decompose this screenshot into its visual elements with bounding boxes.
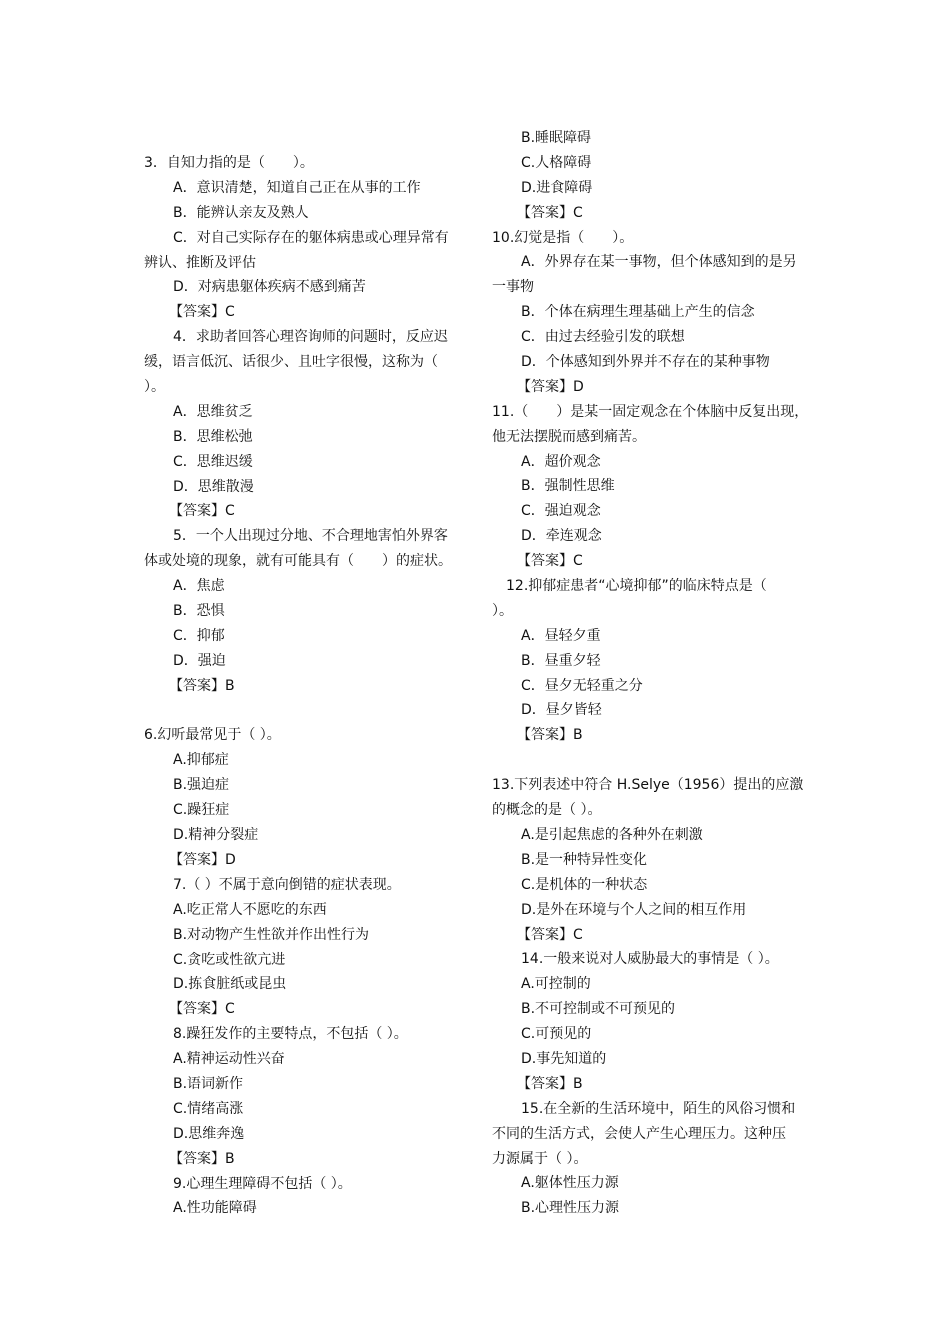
text-line: C．思维迟缓 <box>173 453 253 470</box>
text-line: B.对动物产生性欲并作出性行为 <box>173 926 370 943</box>
text-line: 力源属于（ ）。 <box>492 1150 588 1167</box>
text-line: 的概念的是（ ）。 <box>492 802 602 819</box>
text-line: A.可控制的 <box>521 976 591 993</box>
text-line: D.拣食脏纸或昆虫 <box>173 976 287 993</box>
text-line: 15.在全新的生活环境中，陌生的风俗习惯和 <box>521 1100 796 1117</box>
text-line: A.精神运动性兴奋 <box>173 1051 285 1068</box>
text-line: C.躁狂症 <box>173 802 230 819</box>
text-line: B.语词新作 <box>173 1075 244 1092</box>
text-line: A．超价观念 <box>521 453 601 470</box>
right-column <box>492 126 808 1221</box>
text-line: 【答案】C <box>169 304 235 321</box>
text-line: 体或处境的现象，就有可能具有（ ）的症状。 <box>144 553 452 570</box>
text-line: B．昼重夕轻 <box>521 652 601 669</box>
text-line: 4．求助者回答心理咨询师的问题时，反应迟 <box>173 329 448 346</box>
text-line: C.人格障碍 <box>521 154 592 171</box>
text-line: D.是外在环境与个人之间的相互作用 <box>521 901 747 918</box>
text-line: B．强制性思维 <box>521 478 615 495</box>
text-line: A．焦虑 <box>173 578 225 595</box>
text-line: D．思维散漫 <box>173 478 254 495</box>
text-line: A．意识清楚，知道自己正在从事的工作 <box>173 179 421 196</box>
text-line: 【答案】B <box>169 677 235 694</box>
text-line: A.是引起焦虑的各种外在刺激 <box>521 826 703 843</box>
text-line: A.吃正常人不愿吃的东西 <box>173 901 327 918</box>
text-line: D．对病患躯体疾病不感到痛苦 <box>173 279 366 296</box>
text-line: D.事先知道的 <box>521 1050 607 1067</box>
text-line: B．能辨认亲友及熟人 <box>173 204 309 221</box>
text-line: C．由过去经验引发的联想 <box>521 329 685 346</box>
text-line: 6.幻听最常见于（ ）。 <box>144 727 281 744</box>
left-column <box>144 151 458 1221</box>
text-line: ）。 <box>492 602 513 619</box>
text-line: A.性功能障碍 <box>173 1200 257 1217</box>
text-line: 【答案】B <box>517 1075 583 1092</box>
text-line: C．强迫观念 <box>521 503 601 520</box>
text-line: 5．一个人出现过分地、不合理地害怕外界客 <box>173 528 448 545</box>
text-line: C.可预见的 <box>521 1026 592 1043</box>
text-line: D．强迫 <box>173 652 226 669</box>
blank-line <box>144 699 458 724</box>
text-line: 【答案】C <box>517 204 583 221</box>
text-line: 【答案】C <box>169 503 235 520</box>
text-line: 3．自知力指的是（ ）。 <box>144 155 314 171</box>
text-line: 【答案】C <box>517 926 583 943</box>
blank-line <box>492 748 808 773</box>
text-line: B．恐惧 <box>173 603 225 620</box>
text-line: A．思维贫乏 <box>173 403 253 420</box>
text-line: 12.抑郁症患者“心境抑郁”的临床特点是（ <box>506 578 767 595</box>
text-line: D．昼夕皆轻 <box>521 702 602 719</box>
text-line: B．个体在病理生理基础上产生的信念 <box>521 304 755 321</box>
text-line: D.进食障碍 <box>521 179 593 196</box>
text-line: B.睡眠障碍 <box>521 130 592 146</box>
text-line: C．对自己实际存在的躯体病患或心理异常有 <box>173 229 449 246</box>
text-line: C.是机体的一种状态 <box>521 876 648 893</box>
text-line: 【答案】D <box>517 378 584 395</box>
text-line: 【答案】B <box>169 1150 235 1167</box>
text-line: 【答案】C <box>169 1001 235 1018</box>
text-line: 【答案】C <box>517 553 583 570</box>
text-line: B．思维松弛 <box>173 428 253 445</box>
text-line: C.情绪高涨 <box>173 1100 244 1117</box>
text-line: D．个体感知到外界并不存在的某种事物 <box>521 354 770 371</box>
text-line: D．牵连观念 <box>521 528 602 545</box>
text-line: A.抑郁症 <box>173 752 229 769</box>
text-line: C.贪吃或性欲亢进 <box>173 951 286 968</box>
text-line: 13.下列表述中符合 H.Selye（1956）提出的应激 <box>492 777 804 794</box>
text-line: C．抑郁 <box>173 627 225 644</box>
text-line: B.心理性压力源 <box>521 1200 620 1217</box>
text-line: C．昼夕无轻重之分 <box>521 677 643 694</box>
text-line: 缓，语言低沉、话很少、且吐字很慢，这称为（ <box>144 354 438 371</box>
text-line: B.不可控制或不可预见的 <box>521 1001 676 1018</box>
text-line: 不同的生活方式，会使人产生心理压力。这种压 <box>492 1125 786 1142</box>
text-line: 他无法摆脱而感到痛苦。 <box>492 428 646 445</box>
text-line: D.精神分裂症 <box>173 827 259 844</box>
text-line: A．昼轻夕重 <box>521 627 601 644</box>
text-line: 11.（ ）是某一固定观念在个体脑中反复出现， <box>492 403 809 420</box>
text-line: 14.一般来说对人威胁最大的事情是（ ）。 <box>521 951 779 968</box>
text-line: 辨认、推断及评估 <box>144 254 256 271</box>
text-line: B.强迫症 <box>173 777 230 794</box>
text-line: A．外界存在某一事物，但个体感知到的是另 <box>521 254 797 271</box>
text-line: 【答案】B <box>517 727 583 744</box>
text-line: 9.心理生理障碍不包括（ ）。 <box>173 1175 352 1192</box>
text-line: ）。 <box>144 379 165 396</box>
text-line: 8.躁狂发作的主要特点，不包括（ ）。 <box>173 1026 408 1043</box>
text-line: 7.（ ）不属于意向倒错的症状表现。 <box>173 876 401 893</box>
text-line: 10.幻觉是指（ ）。 <box>492 229 634 246</box>
text-line: B.是一种特异性变化 <box>521 851 648 868</box>
text-line: 一事物 <box>492 279 534 296</box>
text-line: D.思维奔逸 <box>173 1125 245 1142</box>
text-line: 【答案】D <box>169 851 236 868</box>
text-line: A.躯体性压力源 <box>521 1175 619 1192</box>
